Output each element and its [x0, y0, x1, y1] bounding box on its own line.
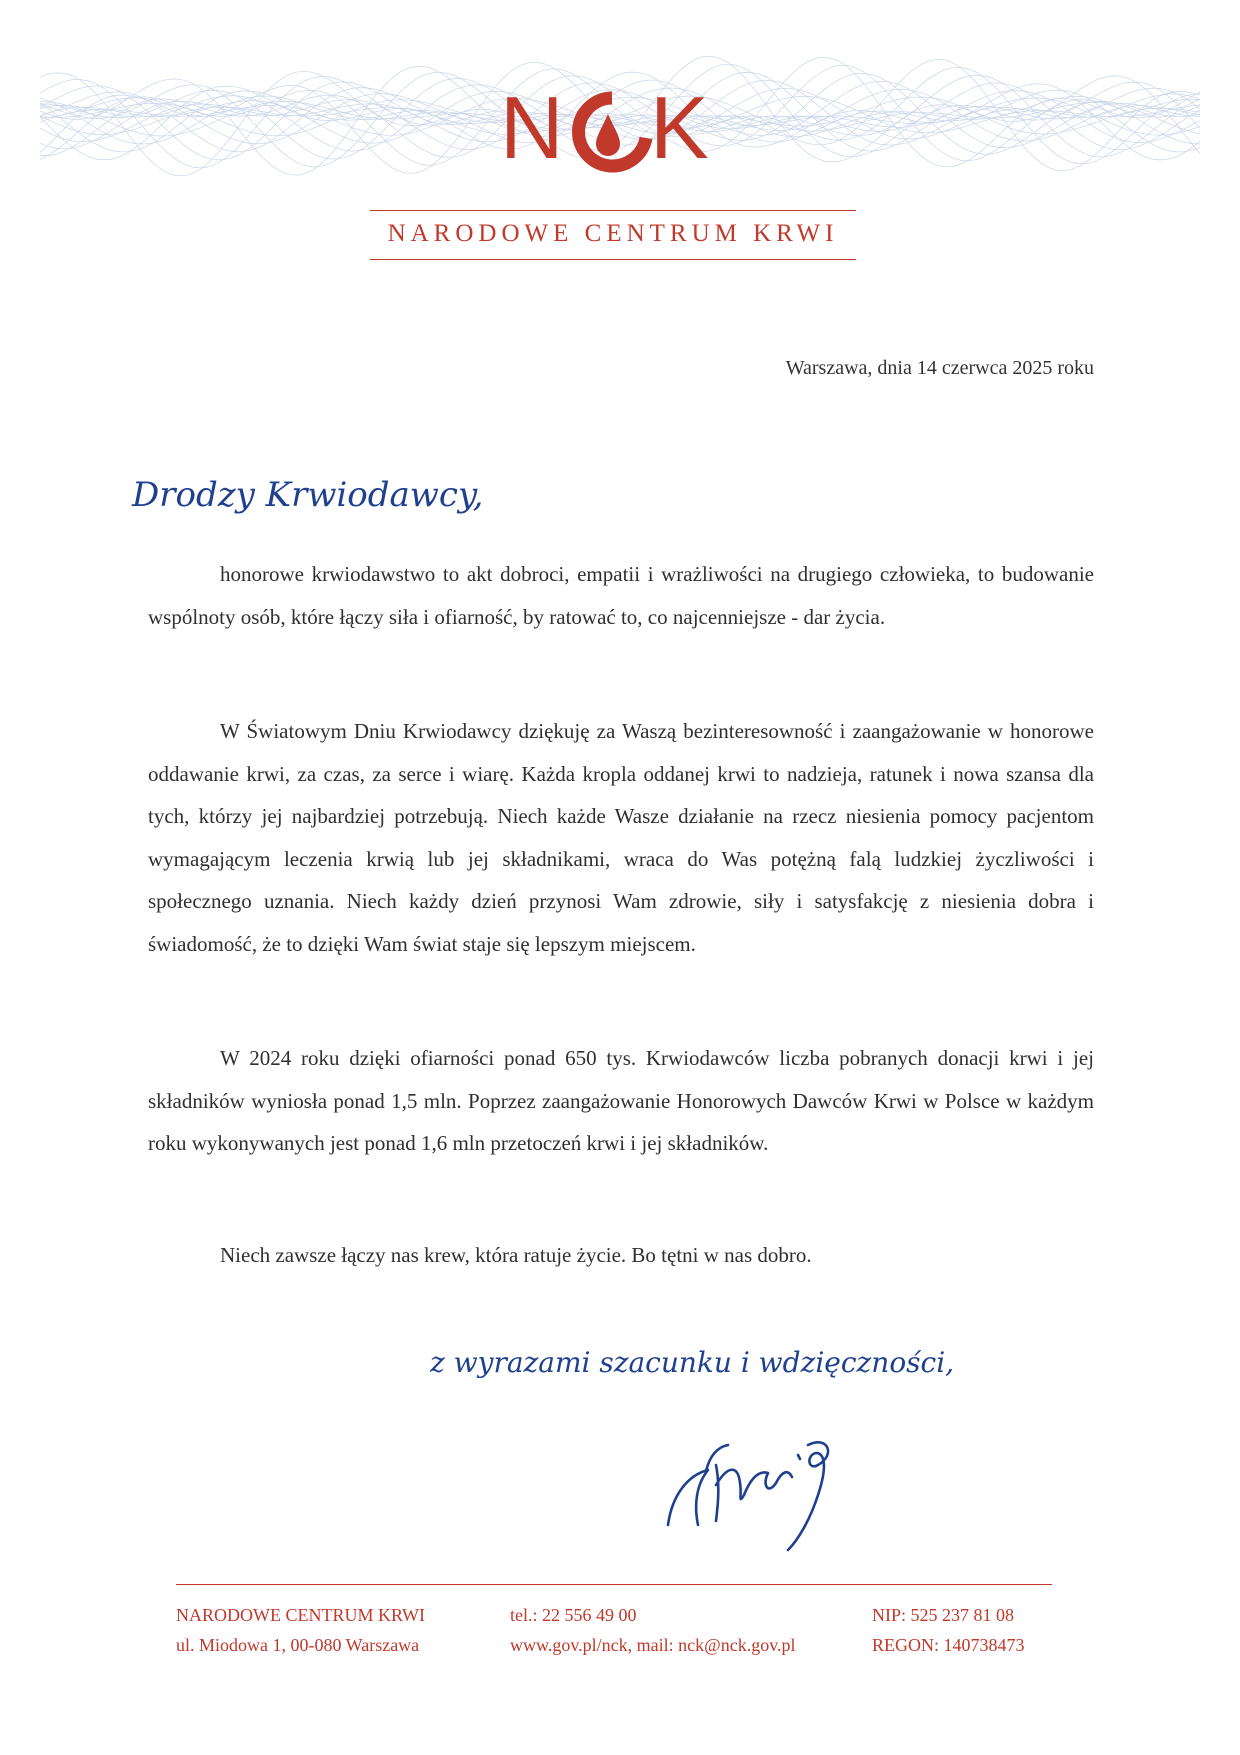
footer-address: ul. Miodowa 1, 00-080 Warszawa: [176, 1635, 420, 1655]
footer-registry-block: [872, 1600, 1025, 1660]
handwritten-closing: [420, 1328, 980, 1398]
footer-address-block: [176, 1600, 425, 1660]
org-name-bar: [370, 210, 856, 260]
paragraph-2: [148, 710, 1094, 965]
paragraph-1: [148, 553, 1094, 638]
handwritten-salutation: [128, 458, 484, 528]
paragraph-4: [148, 1234, 1094, 1277]
paragraph-text: W 2024 roku dzięki ofiarności ponad 650 tys. Krwiodawców liczba pobranych donacji krwi i jej składników wyniosła ponad 1,5 mln. Poprzez zaangażowanie Honorowych Dawców Krwi w Polsce w każdym roku wykonywanych jest ponad 1,6 mln przetoczeń krwi i jej składników.: [148, 1046, 1094, 1155]
nck-logo: [500, 78, 730, 177]
footer-contact-block: [510, 1600, 796, 1660]
footer-org-name: NARODOWE CENTRUM KRWI: [176, 1605, 425, 1625]
blood-drop-logo-icon: [579, 98, 646, 166]
svg-text:Drodzy Krwiodawcy,: Drodzy Krwiodawcy,: [132, 475, 484, 515]
letter-date: Warszawa, dnia 14 czerwca 2025 roku: [785, 357, 1094, 379]
org-name: NARODOWE CENTRUM KRWI: [387, 220, 839, 247]
handwritten-signature: [658, 1425, 858, 1555]
footer-divider: [176, 1584, 1052, 1585]
svg-text:z wyrazami szacunku i wdzięczn: z wyrazami szacunku i wdzięczności,: [430, 1346, 955, 1379]
paragraph-text: honorowe krwiodawstwo to akt dobroci, empatii i wrażliwości na drugiego człowieka, to budowanie wspólnoty osób, które łączy siła i ofiarność, by ratować to, co najcenniejsze - dar życia.: [148, 562, 1094, 629]
footer-regon: REGON: 140738473: [872, 1635, 1025, 1655]
paragraph-text: Niech zawsze łączy nas krew, która ratuje życie. Bo tętni w nas dobro.: [220, 1243, 812, 1267]
paragraph-text: W Światowym Dniu Krwiodawcy dziękuję za Waszą bezinteresowność i zaangażowanie w honorowe oddawanie krwi, za czas, za serce i wiarę. Każda kropla oddanej krwi to nadzieja, ratunek i nowa szansa dla tych, którzy jej najbardziej potrzebują. Niech każde Wasze działanie na rzecz niesienia pomocy pacjentom wymagającym leczenia krwią lub jej składnikami, wraca do Was potężną falą ludzkiej życzliwości i społecznego uznania. Niech każdy dzień przynosi Wam zdrowie, siły i satysfakcję z niesienia dobra i świadomość, że to dzięki Wam świat staje się lepszym miejscem.: [148, 719, 1094, 956]
paragraph-3: [148, 1037, 1094, 1165]
footer-nip: NIP: 525 237 81 08: [872, 1605, 1015, 1625]
footer-phone: tel.: 22 556 49 00: [510, 1605, 637, 1625]
logo-text-k: K: [650, 78, 709, 177]
logo-text-n: N: [500, 78, 564, 177]
footer-web-mail: www.gov.pl/nck, mail: nck@nck.gov.pl: [510, 1635, 796, 1655]
